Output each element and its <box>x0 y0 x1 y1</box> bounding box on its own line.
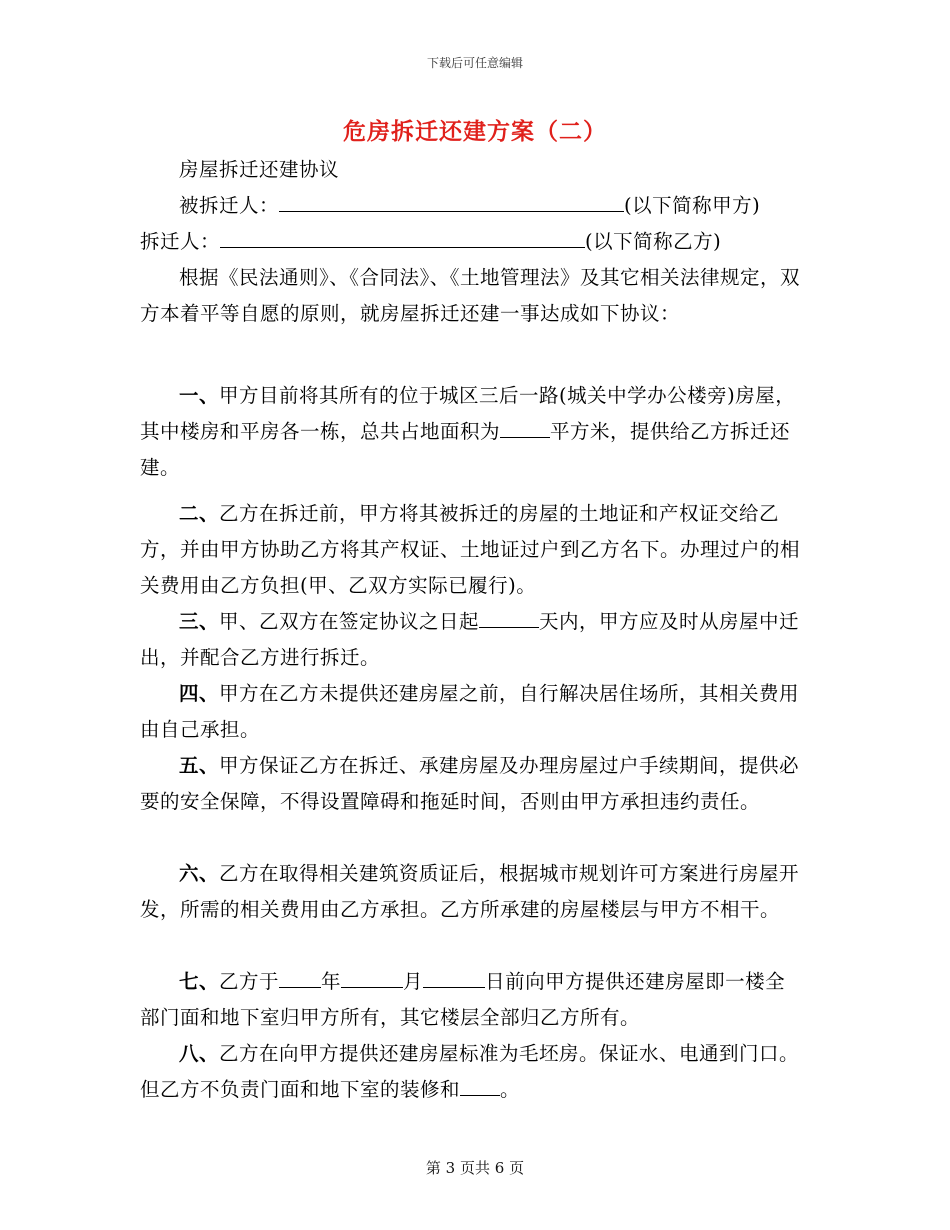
clause-8 <box>140 1036 800 1108</box>
clause-3-text-after: 天内，甲方应及时从房屋中迁出，并配合乙方进行拆迁。 <box>140 610 800 669</box>
clause-7-month-blank[interactable] <box>341 965 403 988</box>
party-a-suffix: (以下简称甲方) <box>624 194 761 217</box>
document-title: 危房拆迁还建方案（二） <box>343 118 607 145</box>
clause-2-number: 二、 <box>179 502 220 525</box>
party-b-label: 拆迁人： <box>140 230 221 253</box>
clause-1-area-blank[interactable] <box>500 415 550 438</box>
clause-3-text-before: 甲、乙双方在签定协议之日起 <box>219 610 480 633</box>
clause-6 <box>140 856 800 928</box>
clause-7 <box>140 964 800 1036</box>
party-b-line <box>140 224 800 260</box>
party-a-line <box>140 188 800 224</box>
clause-3 <box>140 604 800 676</box>
clause-6-text: 乙方在取得相关建筑资质证后，根据城市规划许可方案进行房屋开发，所需的相关费用由乙方承担。乙方所承建的房屋楼层与甲方不相干。 <box>140 862 800 921</box>
clause-5-number: 五、 <box>179 754 220 777</box>
clause-7-month-label: 月 <box>403 970 424 993</box>
clause-2 <box>140 496 800 604</box>
clause-8-text-after: 。 <box>500 1078 521 1101</box>
party-b-suffix: (以下简称乙方) <box>585 230 722 253</box>
clause-7-day-blank[interactable] <box>423 965 485 988</box>
clause-7-text-after: 日前向甲方提供还建房屋即一楼全部门面和地下室归甲方所有，其它楼层全部归乙方所有。 <box>140 970 786 1029</box>
party-a-blank[interactable] <box>279 189 624 212</box>
clause-1 <box>140 378 800 486</box>
document-subtitle: 房屋拆迁还建协议 <box>179 158 340 181</box>
clause-1-number: 一、 <box>179 384 220 407</box>
page-footer: 第 3 页共 6 页 <box>425 1159 525 1177</box>
clause-1-text-after: 平方米，提供给乙方拆迁还建。 <box>140 420 791 479</box>
clause-1-text-before: 甲方目前将其所有的位于城区三后一路(城关中学办公楼旁)房屋，其中楼房和平房各一栋，总共占地面积为 <box>140 384 796 443</box>
clause-4 <box>140 676 800 748</box>
clause-8-blank[interactable] <box>460 1073 500 1096</box>
preamble: 根据《民法通则》、《合同法》、《土地管理法》及其它相关法律规定，双方本着平等自愿的原则，就房屋拆迁还建一事达成如下协议： <box>140 266 801 325</box>
clause-7-number: 七、 <box>179 970 220 993</box>
clause-3-number: 三、 <box>179 610 220 633</box>
header-note: 下载后可任意编辑 <box>426 56 523 70</box>
clause-4-number: 四、 <box>179 682 220 705</box>
clause-4-text: 甲方在乙方未提供还建房屋之前，自行解决居住场所，其相关费用由自己承担。 <box>140 682 800 741</box>
clause-6-number: 六、 <box>179 862 220 885</box>
clause-5 <box>140 748 800 820</box>
party-a-label: 被拆迁人： <box>179 194 280 217</box>
clause-5-text: 甲方保证乙方在拆迁、承建房屋及办理房屋过户手续期间，提供必要的安全保障，不得设置障碍和拖延时间，否则由甲方承担违约责任。 <box>140 754 800 813</box>
party-b-blank[interactable] <box>220 225 585 248</box>
clause-7-year-label: 年 <box>321 970 342 993</box>
clause-2-text: 乙方在拆迁前，甲方将其被拆迁的房屋的土地证和产权证交给乙方，并由甲方协助乙方将其产权证、土地证过户到乙方名下。办理过户的相关费用由乙方负担(甲、乙双方实际已履行)。 <box>140 502 801 597</box>
clause-8-text-before: 乙方在向甲方提供还建房屋标准为毛坯房。保证水、电通到门口。但乙方不负责门面和地下室的装修和 <box>140 1042 800 1101</box>
clause-7-year-blank[interactable] <box>279 965 321 988</box>
clause-7-text-a: 乙方于 <box>219 970 280 993</box>
clause-8-number: 八、 <box>179 1042 220 1065</box>
clause-3-days-blank[interactable] <box>479 605 539 628</box>
